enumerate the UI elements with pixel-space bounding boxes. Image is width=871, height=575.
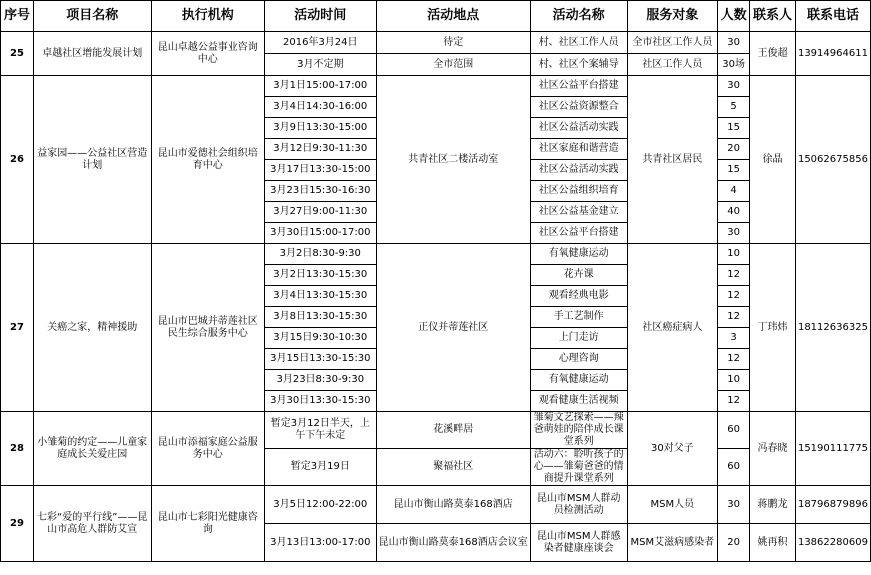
activity-name: 社区公益平台搭建 [530, 223, 627, 244]
contact-person: 徐晶 [750, 76, 796, 244]
participant-count: 5 [718, 97, 750, 118]
header-activity: 活动名称 [530, 1, 627, 32]
participant-count: 12 [718, 286, 750, 307]
activity-name: 社区公益平台搭建 [530, 76, 627, 97]
project-name: 七彩“爱的平行线”——昆山市高危人群防艾宣 [33, 486, 151, 562]
participant-count: 12 [718, 391, 750, 412]
header-no: 序号 [1, 1, 34, 32]
project-no: 29 [1, 486, 34, 562]
activity-time: 3月27日9:00-11:30 [264, 202, 376, 223]
activity-name: 花卉课 [530, 265, 627, 286]
participant-count: 15 [718, 118, 750, 139]
participant-count: 10 [718, 244, 750, 265]
activity-name: 上门走访 [530, 328, 627, 349]
header-project-name: 项目名称 [33, 1, 151, 32]
service-target: 社区癌症病人 [627, 244, 718, 412]
participant-count: 60 [718, 412, 750, 449]
participant-count: 12 [718, 349, 750, 370]
service-target: MSM人员 [627, 486, 718, 524]
participant-count: 30 [718, 223, 750, 244]
participant-count: 30 [718, 32, 750, 54]
activity-time: 3月23日8:30-9:30 [264, 370, 376, 391]
activity-name: 社区家庭和谐营造 [530, 139, 627, 160]
project-name: 益家园——公益社区营造计划 [33, 76, 151, 244]
participant-count: 30 [718, 76, 750, 97]
activity-time: 3月2日8:30-9:30 [264, 244, 376, 265]
service-target: 共青社区居民 [627, 76, 718, 244]
activity-time: 3月2日13:30-15:30 [264, 265, 376, 286]
contact-phone: 13862280609 [795, 524, 870, 562]
contact-person: 王俊超 [750, 32, 796, 76]
contact-phone: 18796879896 [795, 486, 870, 524]
project-org: 昆山市巴城并蒂莲社区民生综合服务中心 [151, 244, 264, 412]
activity-name: 社区公益资源整合 [530, 97, 627, 118]
activity-time: 3月5日12:00-22:00 [264, 486, 376, 524]
participant-count: 40 [718, 202, 750, 223]
activity-time: 暂定3月19日 [264, 449, 376, 486]
activity-time: 3月15日9:30-10:30 [264, 328, 376, 349]
activity-time: 3月12日9:30-11:30 [264, 139, 376, 160]
participant-count: 12 [718, 307, 750, 328]
activity-name: 有氧健康运动 [530, 370, 627, 391]
activity-time: 暂定3月12日半天，上午下午未定 [264, 412, 376, 449]
project-name: 关癌之家，精神援助 [33, 244, 151, 412]
project-org: 昆山卓越公益事业咨询中心 [151, 32, 264, 76]
header-place: 活动地点 [376, 1, 530, 32]
header-organization: 执行机构 [151, 1, 264, 32]
activity-time: 3月4日13:30-15:30 [264, 286, 376, 307]
project-no: 26 [1, 76, 34, 244]
project-org: 昆山市添福家庭公益服务中心 [151, 412, 264, 486]
table-row [1, 32, 871, 54]
contact-person: 蒋鹏龙 [750, 486, 796, 524]
project-name: 卓越社区增能发展计划 [33, 32, 151, 76]
activity-name: 社区公益活动实践 [530, 118, 627, 139]
project-no: 25 [1, 32, 34, 76]
activity-name: 村、社区工作人员 [530, 32, 627, 54]
participant-count: 3 [718, 328, 750, 349]
participant-count: 4 [718, 181, 750, 202]
activity-place: 昆山市衡山路莫泰168酒店会议室 [376, 524, 530, 562]
contact-person: 丁玮炜 [750, 244, 796, 412]
activity-name: 昆山市MSM人群感染者健康座谈会 [530, 524, 627, 562]
table-row [1, 76, 871, 97]
activity-name: 社区公益基金建立 [530, 202, 627, 223]
activity-time: 3月23日15:30-16:30 [264, 181, 376, 202]
activity-name: 昆山市MSM人群动员检测活动 [530, 486, 627, 524]
activity-time: 3月4日14:30-16:00 [264, 97, 376, 118]
activity-time: 2016年3月24日 [264, 32, 376, 54]
activity-name: 社区公益活动实践 [530, 160, 627, 181]
participant-count: 20 [718, 139, 750, 160]
project-name: 小雏菊的约定——儿童家庭成长关爱庄园 [33, 412, 151, 486]
contact-phone: 15190111775 [795, 412, 870, 486]
activity-time: 3月13日13:00-17:00 [264, 524, 376, 562]
participant-count: 20 [718, 524, 750, 562]
activity-time: 3月30日13:30-15:30 [264, 391, 376, 412]
header-count: 人数 [718, 1, 750, 32]
project-org: 昆山市七彩阳光健康咨询 [151, 486, 264, 562]
participant-count: 30场 [718, 54, 750, 76]
activity-name: 心理咨询 [530, 349, 627, 370]
header-phone: 联系电话 [795, 1, 870, 32]
activity-place: 待定 [376, 32, 530, 54]
header-target: 服务对象 [627, 1, 718, 32]
activity-name: 雏菊文艺探索——辣爸萌娃的陪伴成长课堂系列 [530, 412, 627, 449]
project-no: 28 [1, 412, 34, 486]
activity-place: 共青社区二楼活动室 [376, 76, 530, 244]
activity-time: 3月9日13:30-15:00 [264, 118, 376, 139]
activity-name: 观看经典电影 [530, 286, 627, 307]
activity-place: 花溪畔居 [376, 412, 530, 449]
participant-count: 60 [718, 449, 750, 486]
service-target: MSM艾滋病感染者 [627, 524, 718, 562]
activity-time: 3月不定期 [264, 54, 376, 76]
participant-count: 30 [718, 486, 750, 524]
activity-name: 社区公益组织培育 [530, 181, 627, 202]
table-row [1, 244, 871, 265]
activity-name: 有氧健康运动 [530, 244, 627, 265]
contact-phone: 13914964611 [795, 32, 870, 76]
activity-place: 正仪并蒂莲社区 [376, 244, 530, 412]
participant-count: 10 [718, 370, 750, 391]
activity-time: 3月15日13:30-15:30 [264, 349, 376, 370]
contact-phone: 15062675856 [795, 76, 870, 244]
header-time: 活动时间 [264, 1, 376, 32]
service-target: 社区工作人员 [627, 54, 718, 76]
header-row [1, 1, 871, 32]
activity-name: 观看健康生活视频 [530, 391, 627, 412]
table-row [1, 412, 871, 449]
contact-phone: 18112636325 [795, 244, 870, 412]
activity-name: 手工艺制作 [530, 307, 627, 328]
activity-name: 活动六：聆听孩子的心——雏菊爸爸的情商提升课堂系列 [530, 449, 627, 486]
header-contact: 联系人 [750, 1, 796, 32]
project-no: 27 [1, 244, 34, 412]
activity-place: 聚福社区 [376, 449, 530, 486]
project-org: 昆山市爱德社会组织培育中心 [151, 76, 264, 244]
contact-person: 姚再积 [750, 524, 796, 562]
participant-count: 12 [718, 265, 750, 286]
activity-time: 3月8日13:30-15:30 [264, 307, 376, 328]
activity-place: 全市范围 [376, 54, 530, 76]
activity-time: 3月1日15:00-17:00 [264, 76, 376, 97]
contact-person: 冯春晓 [750, 412, 796, 486]
service-target: 30对父子 [627, 412, 718, 486]
service-target: 全市社区工作人员 [627, 32, 718, 54]
participant-count: 15 [718, 160, 750, 181]
activity-time: 3月17日13:30-15:00 [264, 160, 376, 181]
activity-time: 3月30日15:00-17:00 [264, 223, 376, 244]
activity-place: 昆山市衡山路莫泰168酒店 [376, 486, 530, 524]
activity-name: 村、社区个案辅导 [530, 54, 627, 76]
table-row [1, 486, 871, 524]
